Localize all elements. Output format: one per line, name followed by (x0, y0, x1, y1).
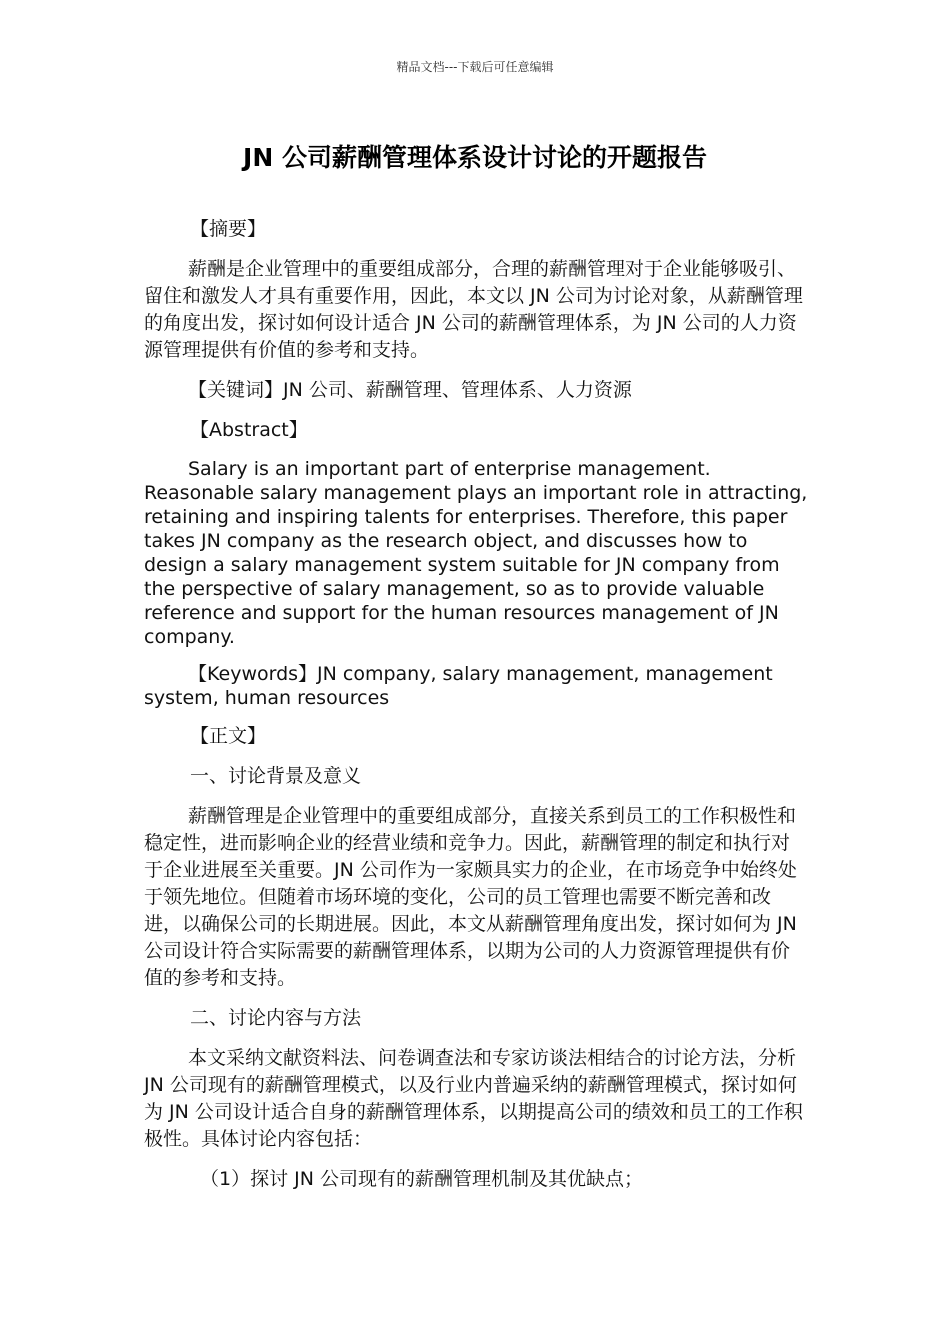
body-heading: 【正文】 (190, 725, 267, 747)
section2-title: 二、讨论内容与方法 (190, 1007, 362, 1029)
document-body (144, 216, 808, 1193)
section2-text: 本文采纳文献资料法、问卷调查法和专家访谈法相结合的讨论方法，分析 JN 公司现有的薪酬管理模式，以及行业内普遍采纳的薪酬管理模式，探讨如何为 JN 公司设计适合自身的薪酬管理体系，以期提高公司的绩效和员工的工作积极性。具体讨论内容包括： (144, 1047, 803, 1150)
abstract-en-text: Salary is an important part of enterprise management. Reasonable salary management plays an important role in attracting, retaining and inspiring talents for enterprises. Therefore, this paper takes JN company as the research object, and discusses how to design a salary management system suitable for JN company from the perspective of salary management, so as to provide valuable reference and support for the human resources management of JN company. (144, 458, 808, 648)
header-note: 精品文档---下载后可任意编辑 (396, 60, 554, 74)
abstract-cn-heading: 【摘要】 (190, 218, 267, 240)
section1-text: 薪酬管理是企业管理中的重要组成部分，直接关系到员工的工作积极性和稳定性，进而影响企业的经营业绩和竞争力。因此，薪酬管理的制定和执行对于企业进展至关重要。JN 公司作为一家颇具实力的企业，在市场竞争中始终处于领先地位。但随着市场环境的变化，公司的员工管理也需要不断完善和改进，以确保公司的长期进展。因此，本文从薪酬管理角度出发，探讨如何为 JN 公司设计符合实际需要的薪酬管理体系，以期为公司的人力资源管理提供有价值的参考和支持。 (144, 805, 797, 989)
document-title: JN 公司薪酬管理体系设计讨论的开题报告 (243, 143, 707, 172)
keywords-en: 【Keywords】JN company, salary management, management system, human resources (144, 663, 773, 709)
abstract-en-heading: 【Abstract】 (190, 419, 308, 441)
abstract-cn-text: 薪酬是企业管理中的重要组成部分，合理的薪酬管理对于企业能够吸引、留住和激发人才具有重要作用，因此，本文以 JN 公司为讨论对象，从薪酬管理的角度出发，探讨如何设计适合 JN 公司的薪酬管理体系，为 JN 公司的人力资源管理提供有价值的参考和支持。 (144, 258, 803, 361)
keywords-cn: 【关键词】JN 公司、薪酬管理、管理体系、人力资源 (188, 379, 632, 401)
section1-title: 一、讨论背景及意义 (190, 765, 362, 787)
list-item: （1）探讨 JN 公司现有的薪酬管理机制及其优缺点； (200, 1168, 643, 1190)
